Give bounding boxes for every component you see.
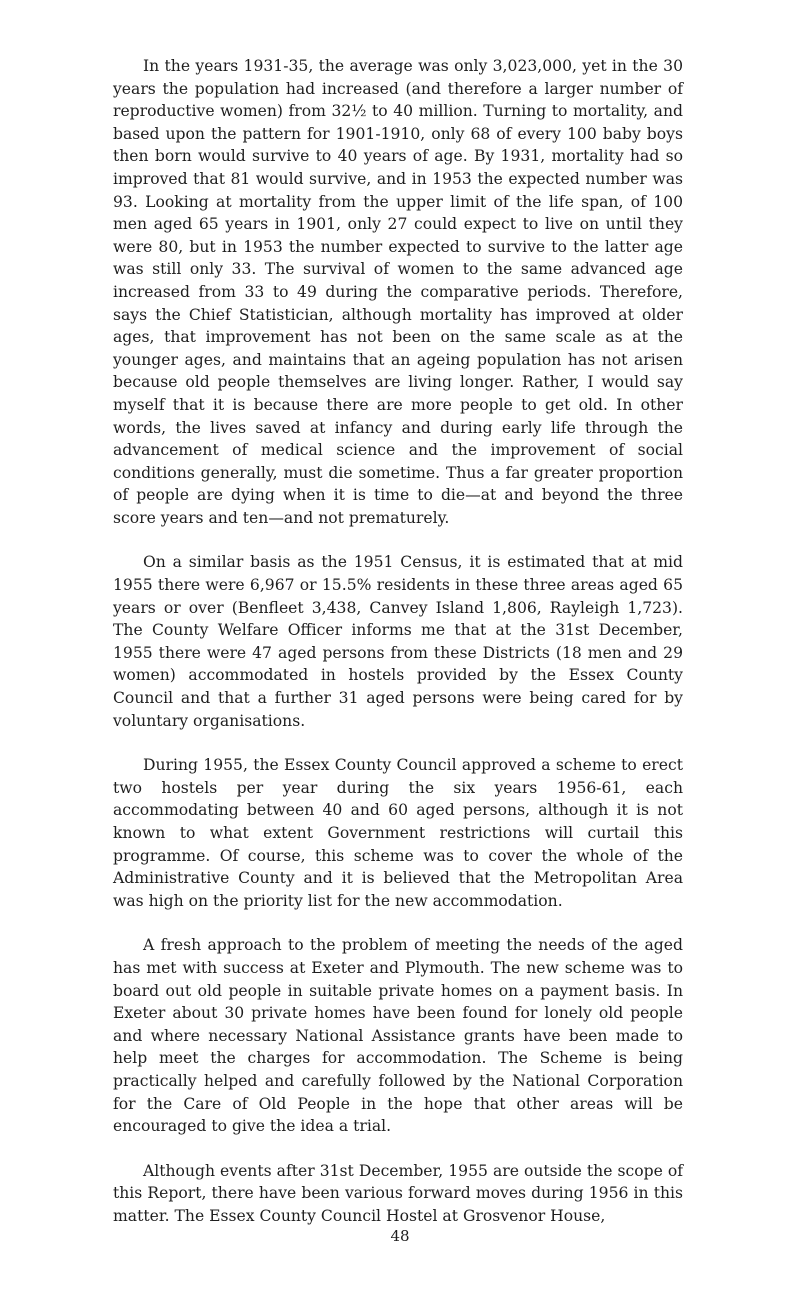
paragraph-boarding-out-scheme: A fresh approach to the problem of meeting the needs of the aged has met with success at Exeter and Plymouth. The new scheme was to board out old people in suitable private homes on a payment basis. In Exeter about 30 private homes have been found for lonely old people and where necessary National Assistance grants have been made to help meet the charges for accommodation. The Scheme is being practically helped and carefully followed by the National Corporation for the Care of Old People in the hope that other areas will be encouraged to give the idea a trial. [113, 936, 683, 1136]
page-number: 48 [390, 1227, 410, 1245]
paragraph-mortality-trends: In the years 1931-35, the average was only 3,023,000, yet in the 30 years the population had increased (and therefore a larger number of reproductive women) from 32½ to 40 million. Turning to mortality, and based upon the pattern for 1901-1910, only 68 of every 100 baby boys then born would survive to 40 years of age. By 1931, mortality had so improved that 81 would survive, and in 1953 the expected number was 93. Looking at mortality from the upper limit of the life span, of 100 men aged 65 years in 1901, only 27 could expect to live on until they were 80, but in 1953 the number expected to survive to the latter age was still only 33. The survival of women to the same advanced age increased from 33 to 49 during the comparative periods. Therefore, says the Chief Statistician, although mortality has improved at older ages, that improvement has not been on the same scale as at the younger ages, and maintains that an ageing population has not arisen because old people themselves are living longer. Rather, I would say myself that it is because there are more people to get old. In other words, the lives saved at infancy and during early life through the advancement of medical science and the improvement of social conditions generally, must die sometime. Thus a far greater proportion of people are dying when it is time to die—at and beyond the three score years and ten—and not prematurely. [113, 57, 683, 527]
paragraph-hostel-scheme: During 1955, the Essex County Council approved a scheme to erect two hostels per year during the six years 1956-61, each accommodating between 40 and 60 aged persons, although it is not known to what extent Government restrictions will curtail this programme. Of course, this scheme was to cover the whole of the Administrative County and it is believed that the Metropolitan Area was high on the priority list for the new accommodation. [113, 756, 683, 910]
document-body [113, 55, 683, 1250]
paragraph-aged-residents-estimate: On a similar basis as the 1951 Census, it is estimated that at mid 1955 there were 6,967 or 15.5% residents in these three areas aged 65 years or over (Benfleet 3,438, Canvey Island 1,806, Rayleigh 1,723). The County Welfare Officer informs me that at the 31st December, 1955 there were 47 aged persons from these Districts (18 men and 29 women) accommodated in hostels provided by the Essex County Council and that a further 31 aged persons were being cared for by voluntary organisations. [113, 553, 683, 730]
paragraph-events-after-1955: Although events after 31st December, 1955 are outside the scope of this Report, there have been various forward moves during 1956 in this matter. The Essex County Council Hostel at Grosvenor House, [113, 1161, 683, 1225]
